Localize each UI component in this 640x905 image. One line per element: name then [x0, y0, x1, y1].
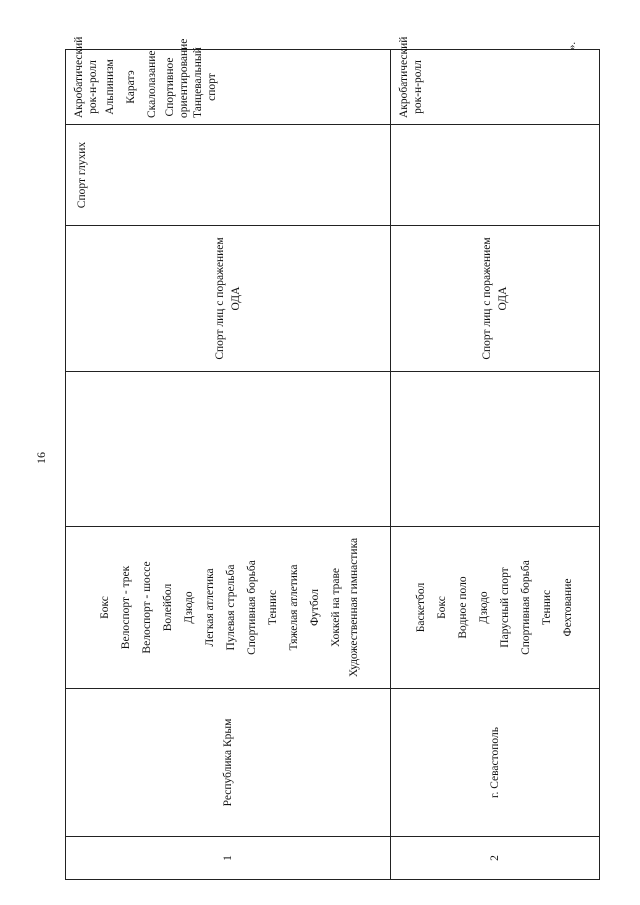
table-row [391, 50, 600, 880]
sports-table [65, 36, 600, 880]
list-item: Теннис [541, 589, 553, 626]
list-item: Велоспорт - шоссе [141, 561, 153, 654]
empty-cell [66, 372, 391, 527]
empty-cell [391, 372, 600, 527]
page-number: 16 [34, 452, 48, 464]
list-item: Легкая атлетика [204, 568, 216, 647]
list-item: Дзюдо [183, 591, 195, 624]
oda-sport-cell: Спорт лиц с поражением ОДА [391, 226, 600, 372]
list-item: Танцевальный спорт [192, 47, 218, 118]
other-sports-cell [391, 36, 600, 125]
list-item: Акробатический рок-н-ролл [398, 36, 424, 118]
list-item: Скалолазание [146, 50, 158, 118]
list-item: Парусный спорт [499, 567, 511, 648]
list-item: Дзюдо [478, 591, 490, 624]
rotated-table [65, 36, 577, 880]
table-container [65, 36, 577, 880]
region-cell: г. Севастополь [391, 689, 600, 837]
sports-cell [391, 527, 600, 689]
list-item: Тяжелая атлетика [288, 564, 300, 651]
list-item: Художественная гимнастика [348, 537, 360, 678]
list-item: Акробатический рок-н-ролл [73, 36, 99, 118]
list-item: Пулевая стрельба [225, 564, 237, 651]
list-item: Фехтование [562, 578, 574, 637]
list-item: Волейбол [162, 583, 174, 632]
list-item: Спортивная борьба [520, 560, 532, 655]
list-item: Велоспорт - трек [120, 565, 132, 650]
deaf-sport-cell [391, 125, 600, 226]
row-index: 2 [391, 837, 600, 880]
list-item: Бокс [99, 596, 111, 619]
other-sports-cell [66, 36, 391, 125]
row-index: 1 [66, 837, 391, 880]
deaf-sport-cell: Спорт глухих [66, 125, 391, 226]
list-item: Бокс [436, 596, 448, 619]
oda-sport-cell: Спорт лиц с поражением ОДА [66, 226, 391, 372]
list-item: Спортивная борьба [246, 560, 258, 655]
closing-quote-mark: ». [566, 41, 579, 51]
list-item: Теннис [267, 589, 279, 626]
list-item: Каратэ [125, 70, 137, 104]
region-cell: Республика Крым [66, 689, 391, 837]
sports-cell [66, 527, 391, 689]
list-item: Спортивное ориентирование [164, 38, 190, 118]
list-item: Водное поло [457, 576, 469, 639]
list-item: Футбол [309, 588, 321, 627]
table-row [66, 50, 391, 880]
list-item: Альпинизм [104, 59, 116, 115]
list-item: Баскетбол [415, 582, 427, 633]
list-item: Хоккей на траве [330, 568, 342, 647]
